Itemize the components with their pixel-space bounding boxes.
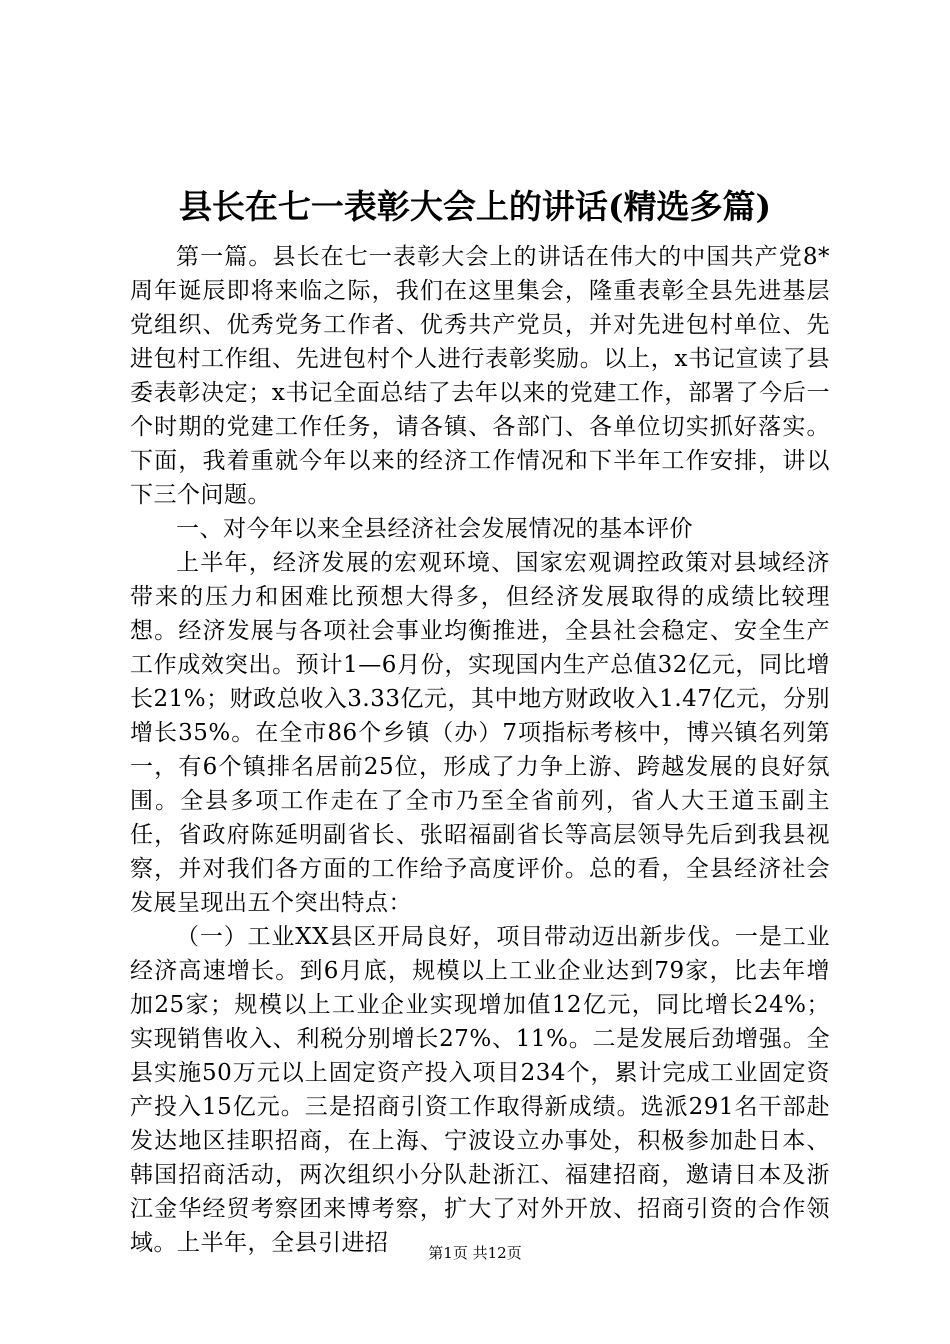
section-heading: 一、对今年以来全县经济社会发展情况的基本评价	[176, 516, 693, 542]
paragraph-intro: 第一篇。县长在七一表彰大会上的讲话在伟大的中国共产党8*周年诞辰即将来临之际，我们在这里集会，隆重表彰全县先进基层党组织、优秀党务工作者、优秀共产党员，并对先进包村单位、先进包村工作组、先进包村个人进行表彰奖励。以上，x书记宣读了县委表彰决定；x书记全面总结了去年以来的党建工作，部署了今后一个时期的党建工作任务，请各镇、各部门、各单位切实抓好落实。下面，我着重就今年以来的经济工作情况和下半年工作安排，讲以下三个问题。	[130, 244, 830, 508]
paragraph-evaluation: 上半年，经济发展的宏观环境、国家宏观调控政策对县域经济带来的压力和困难比预想大得多，但经济发展取得的成绩比较理想。经济发展与各项社会事业均衡推进，全县社会稳定、安全生产工作成效突出。预计1—6月份，实现国内生产总值32亿元，同比增长21%；财政总收入3.33亿元，其中地方财政收入1.47亿元，分别增长35%。在全市86个乡镇（办）7项指标考核中，博兴镇名列第一，有6个镇排名居前25位，形成了力争上游、跨越发展的良好氛围。全县多项工作走在了全市乃至全省前列，省人大王道玉副主任，省政府陈延明副省长、张昭福副省长等高层领导先后到我县视察，并对我们各方面的工作给予高度评价。总的看，全县经济社会发展呈现出五个突出特点：	[130, 550, 830, 916]
paragraph-industry: （一）工业XX县区开局良好，项目带动迈出新步伐。一是工业经济高速增长。到6月底，规模以上工业企业达到79家，比去年增加25家；规模以上工业企业实现增加值12亿元，同比增长24%；实现销售收入、利税分别增长27%、11%。二是发展后劲增强。全县实施50万元以上固定资产投入项目234个，累计完成工业固定资产投入15亿元。三是招商引资工作取得新成绩。选派291名干部赴发达地区挂职招商，在上海、宁波设立办事处，积极参加赴日本、韩国招商活动，两次组织小分队赴浙江、福建招商，邀请日本及浙江金华经贸考察团来博考察，扩大了对外开放、招商引资的合作领域。上半年，全县引进招	[130, 924, 830, 1256]
document-body	[130, 240, 830, 1260]
document-title: 县长在七一表彰大会上的讲话(精选多篇)	[178, 187, 772, 226]
page-footer: 第1页 共12页	[428, 1244, 522, 1262]
